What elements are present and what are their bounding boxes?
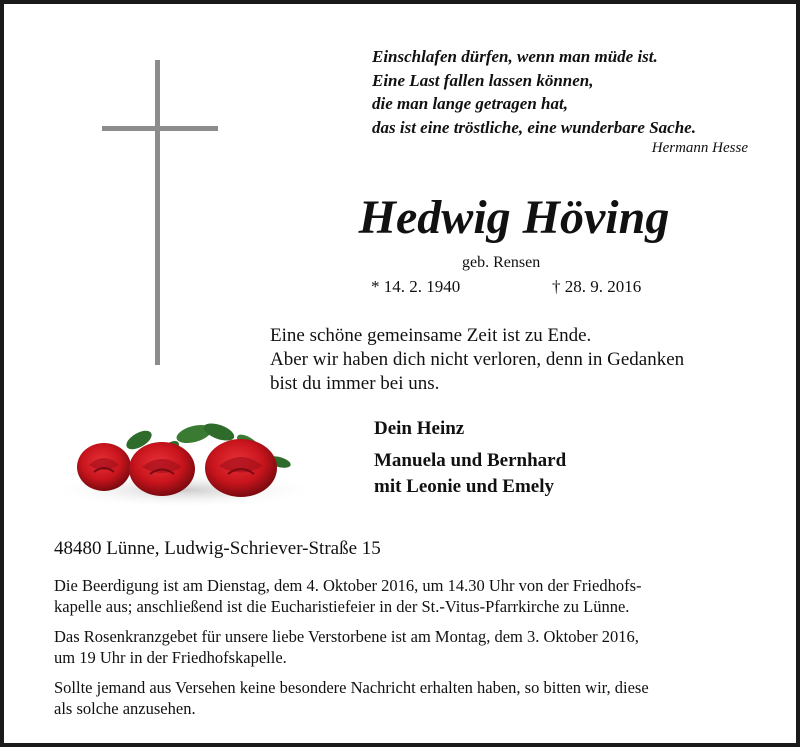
farewell-quote [270, 324, 770, 396]
notice-line: kapelle aus; anschließend ist die Eucharistiefeier in der St.-Vitus-Pfarrkirche zu Lünne. [54, 597, 630, 616]
rose-icon [205, 439, 277, 497]
quote-line: bist du immer bei uns. [270, 373, 440, 394]
closing-notice [54, 677, 766, 719]
rose-icon [129, 442, 195, 496]
rose-icon [77, 443, 131, 491]
maiden-name: geb. Rensen [462, 254, 541, 271]
rosary-notice [54, 626, 766, 668]
death-date: † 28. 9. 2016 [552, 277, 642, 296]
poem-line: das ist eine tröstliche, eine wunderbare Sache. [372, 117, 696, 137]
birth-date: * 14. 2. 1940 [371, 277, 461, 296]
mourner-line: mit Leonie und Emely [374, 476, 554, 497]
poem-line: Einschlafen dürfen, wenn man müde ist. [372, 47, 658, 66]
poem [372, 45, 792, 139]
mourner-line: Dein Heinz [374, 418, 465, 439]
poem-line: die man lange getragen hat, [372, 94, 568, 113]
notice-line: Das Rosenkranzgebet für unsere liebe Verstorbene ist am Montag, dem 3. Oktober 2016, [54, 627, 639, 646]
notice-line: Die Beerdigung ist am Dienstag, dem 4. Oktober 2016, um 14.30 Uhr von der Friedhofs- [54, 576, 642, 595]
quote-line: Aber wir haben dich nicht verloren, denn in Gedanken [270, 349, 685, 370]
mourners [374, 416, 566, 500]
notice-line: Sollte jemand aus Versehen keine besondere Nachricht erhalten haben, so bitten wir, diese [54, 678, 649, 697]
notice-line: um 19 Uhr in der Friedhofskapelle. [54, 648, 287, 667]
roses-image [44, 410, 314, 508]
funeral-notice [54, 575, 766, 617]
deceased-name: Hedwig Höving [358, 191, 670, 244]
poem-author: Hermann Hesse [651, 140, 748, 156]
family-address: 48480 Lünne, Ludwig-Schriever-Straße 15 [54, 538, 381, 559]
notice-line: als solche anzusehen. [54, 699, 196, 718]
poem-line: Eine Last fallen lassen können, [372, 70, 594, 90]
mourner-line: Manuela und Bernhard [374, 450, 567, 471]
quote-line: Eine schöne gemeinsame Zeit ist zu Ende. [270, 325, 592, 346]
